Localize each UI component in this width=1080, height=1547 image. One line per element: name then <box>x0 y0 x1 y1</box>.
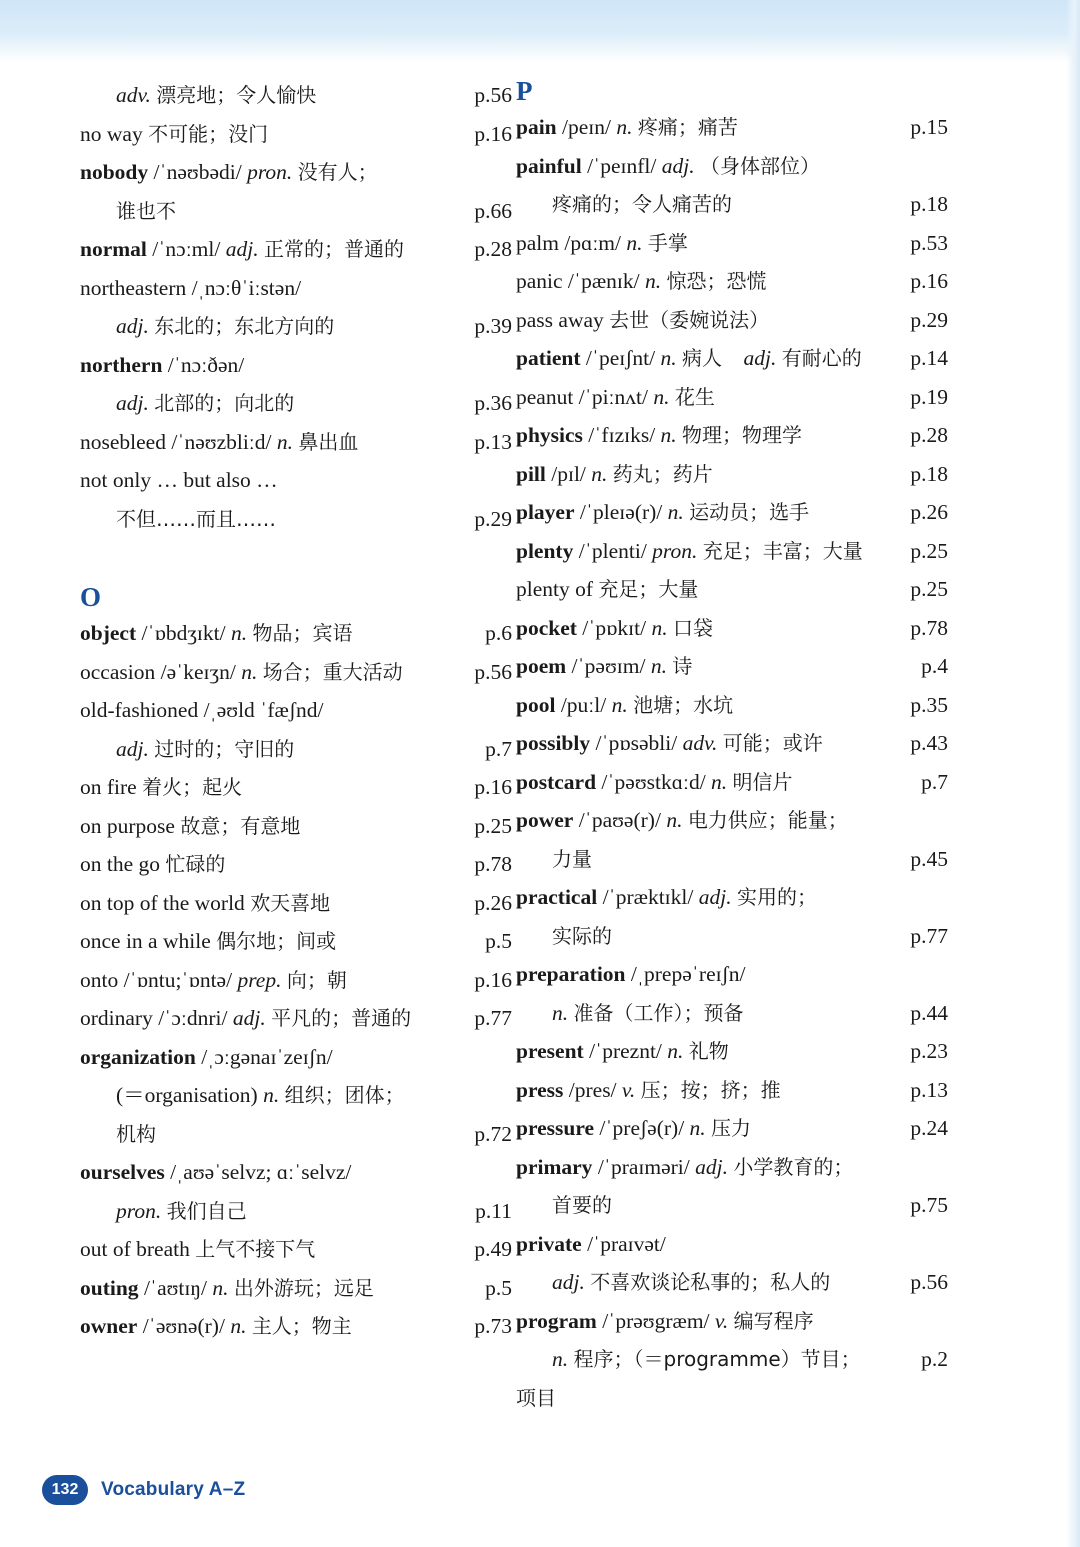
entry-page-ref: p.23 <box>910 1039 948 1063</box>
entry-text: pool /puːl/ n. 池塘；水坑 <box>516 692 734 717</box>
entry-text: primary /ˈpraɪməri/ adj. 小学教育的； <box>516 1154 854 1179</box>
entry-text: preparation /ˌprepəˈreɪʃn/ <box>516 962 746 986</box>
entry-page-ref: p.72 <box>474 1121 512 1146</box>
dictionary-entry <box>516 609 948 648</box>
entry-text: possibly /ˈpɒsəbli/ adv. 可能；或许 <box>516 731 823 755</box>
entry-text: owner /ˈəʊnə(r)/ n. 主人；物主 <box>80 1314 352 1338</box>
dictionary-entry <box>80 307 512 346</box>
dictionary-entry <box>80 1038 512 1077</box>
entry-page-ref: p.36 <box>474 391 512 415</box>
entry-text: pain /peɪn/ n. 疼痛；痛苦 <box>516 115 738 139</box>
dictionary-entry <box>516 840 948 879</box>
vocabulary-column-left <box>80 76 512 1346</box>
dictionary-entry <box>516 262 948 301</box>
entry-text: nosebleed /ˈnəʊzbliːd/ n. 鼻出血 <box>80 429 359 454</box>
dictionary-entry <box>516 1148 948 1187</box>
entry-page-ref: p.15 <box>910 115 948 139</box>
entry-text: 谁也不 <box>116 198 176 223</box>
dictionary-entry <box>516 532 948 571</box>
entry-text: adv. 漂亮地；令人愉快 <box>116 83 317 107</box>
entry-page-ref: p.2 <box>921 1347 948 1371</box>
entry-page-ref: p.43 <box>910 731 948 755</box>
entry-text: onto /ˈɒntu;ˈɒntə/ prep. 向；朝 <box>80 967 347 992</box>
entry-page-ref: p.29 <box>910 307 948 332</box>
dictionary-entry <box>80 192 512 231</box>
entry-page-ref: p.78 <box>474 852 512 876</box>
entry-page-ref: p.4 <box>921 654 948 678</box>
entry-page-ref: p.16 <box>474 775 512 799</box>
page-top-decoration <box>0 0 1080 62</box>
dictionary-entry <box>516 686 948 725</box>
entry-page-ref: p.56 <box>474 659 512 684</box>
entry-page-ref: p.16 <box>474 967 512 992</box>
entry-text: not only … but also … <box>80 468 278 492</box>
dictionary-entry <box>516 185 948 224</box>
entry-text: program /ˈprəʊgræm/ v. 编写程序 <box>516 1308 814 1333</box>
entry-page-ref: p.25 <box>474 813 512 838</box>
entry-page-ref: p.77 <box>474 1006 512 1030</box>
page-footer <box>42 1475 245 1505</box>
dictionary-entry <box>80 884 512 923</box>
dictionary-entry <box>80 115 512 154</box>
dictionary-entry <box>80 614 512 653</box>
dictionary-entry <box>80 461 512 500</box>
entry-text: no way 不可能；没门 <box>80 121 269 146</box>
dictionary-entry <box>516 147 948 186</box>
entry-text: once in a while 偶尔地；间或 <box>80 929 337 953</box>
entry-page-ref: p.29 <box>474 506 512 531</box>
dictionary-entry <box>516 1032 948 1071</box>
dictionary-entry <box>80 269 512 308</box>
entry-text: pill /pɪl/ n. 药丸；药片 <box>516 461 713 486</box>
entry-text: power /ˈpaʊə(r)/ n. 电力供应；能量； <box>516 808 848 832</box>
entry-page-ref: p.53 <box>910 230 948 255</box>
dictionary-entry <box>516 647 948 686</box>
entry-text: 实际的 <box>552 923 612 948</box>
letter-heading-o: O <box>80 582 102 612</box>
entry-text: n. 程序；（＝programme）节目；项目 <box>516 1347 861 1410</box>
entry-text: adj. 过时的；守旧的 <box>116 736 295 761</box>
dictionary-entry <box>516 1263 948 1302</box>
entry-page-ref: p.44 <box>910 1000 948 1025</box>
entry-text: press /pres/ v. 压；按；挤；推 <box>516 1077 781 1102</box>
dictionary-entry <box>516 378 948 417</box>
entry-text: ordinary /ˈɔːdnri/ adj. 平凡的；普通的 <box>80 1006 412 1030</box>
entry-page-ref: p.5 <box>485 1275 512 1300</box>
entry-page-ref: p.13 <box>474 429 512 454</box>
entry-page-ref: p.39 <box>474 314 512 338</box>
entry-text: 首要的 <box>552 1193 612 1217</box>
entry-text: n. 准备（工作）；预备 <box>552 1000 744 1025</box>
entry-page-ref: p.6 <box>485 621 512 645</box>
dictionary-entry <box>80 807 512 846</box>
dictionary-entry <box>80 1076 512 1115</box>
entry-text: poem /ˈpəʊɪm/ n. 诗 <box>516 654 693 678</box>
entry-page-ref: p.56 <box>910 1270 948 1294</box>
dictionary-entry <box>80 1115 512 1154</box>
dictionary-entry <box>516 1225 948 1264</box>
entry-text: peanut /ˈpiːnʌt/ n. 花生 <box>516 384 715 409</box>
entry-text: on fire 着火；起火 <box>80 775 243 799</box>
entry-page-ref: p.49 <box>474 1237 512 1261</box>
entry-text: normal /ˈnɔːml/ adj. 正常的；普通的 <box>80 237 404 261</box>
dictionary-entry <box>516 1340 948 1417</box>
dictionary-entry <box>516 994 948 1033</box>
dictionary-entry <box>80 76 512 115</box>
dictionary-entry <box>80 1153 512 1192</box>
entry-text: present /ˈpreznt/ n. 礼物 <box>516 1039 729 1063</box>
dictionary-entry <box>516 724 948 763</box>
dictionary-entry <box>516 1302 948 1341</box>
dictionary-entry <box>516 416 948 455</box>
entry-text: on the go 忙碌的 <box>80 852 226 876</box>
entry-text: panic /ˈpænɪk/ n. 惊恐；恐慌 <box>516 269 767 293</box>
entry-page-ref: p.35 <box>910 692 948 717</box>
entry-page-ref: p.26 <box>474 890 512 915</box>
entry-page-ref: p.5 <box>485 929 512 953</box>
dictionary-entry <box>80 653 512 692</box>
entry-text: palm /pɑːm/ n. 手掌 <box>516 230 688 255</box>
dictionary-entry <box>516 455 948 494</box>
entry-page-ref: p.16 <box>910 269 948 293</box>
entry-text: painful /ˈpeɪnfl/ adj. （身体部位） <box>516 153 820 178</box>
entry-text: nobody /ˈnəʊbədi/ pron. 没有人； <box>80 160 378 184</box>
entry-page-ref: p.45 <box>910 846 948 871</box>
dictionary-entry <box>80 961 512 1000</box>
dictionary-entry <box>80 999 512 1038</box>
entry-text: on purpose 故意；有意地 <box>80 813 301 838</box>
dictionary-entry <box>80 691 512 730</box>
dictionary-entry <box>80 730 512 769</box>
entry-page-ref: p.7 <box>485 736 512 761</box>
entry-page-ref: p.19 <box>910 384 948 409</box>
entry-text: practical /ˈpræktɪkl/ adj. 实用的； <box>516 885 817 909</box>
dictionary-entry <box>516 763 948 802</box>
entry-text: out of breath 上气不接下气 <box>80 1237 316 1261</box>
entry-page-ref: p.77 <box>910 923 948 948</box>
entry-text: (＝organisation) n. 组织；团体； <box>116 1083 405 1107</box>
entry-page-ref: p.73 <box>474 1314 512 1338</box>
entry-text: 不但……而且…… <box>116 506 276 531</box>
entry-page-ref: p.56 <box>474 83 512 107</box>
entry-text: pocket /ˈpɒkɪt/ n. 口袋 <box>516 615 713 640</box>
entry-text: adj. 不喜欢谈论私事的；私人的 <box>552 1270 831 1294</box>
entry-page-ref: p.25 <box>910 538 948 563</box>
dictionary-entry <box>516 224 948 263</box>
entry-page-ref: p.75 <box>910 1193 948 1217</box>
entry-text: physics /ˈfɪzɪks/ n. 物理；物理学 <box>516 423 803 447</box>
entry-page-ref: p.66 <box>474 198 512 223</box>
dictionary-entry <box>516 108 948 147</box>
dictionary-entry <box>516 878 948 917</box>
dictionary-entry <box>80 1230 512 1269</box>
entry-page-ref: p.14 <box>910 346 948 370</box>
entry-text: plenty /ˈplenti/ pron. 充足；丰富；大量 <box>516 538 863 563</box>
entry-text: 机构 <box>116 1121 156 1146</box>
dictionary-entry <box>80 1192 512 1231</box>
entry-page-ref: p.28 <box>474 237 512 261</box>
dictionary-entry <box>516 301 948 340</box>
dictionary-entry <box>80 1307 512 1346</box>
entry-text: on top of the world 欢天喜地 <box>80 890 331 915</box>
entry-text: private /ˈpraɪvət/ <box>516 1231 666 1256</box>
dictionary-entry <box>80 423 512 462</box>
dictionary-entry <box>80 768 512 807</box>
dictionary-entry <box>516 570 948 609</box>
dictionary-entry <box>516 1109 948 1148</box>
footer-title: Vocabulary A–Z <box>101 1479 246 1500</box>
dictionary-entry <box>80 346 512 385</box>
entry-text: object /ˈɒbdʒɪkt/ n. 物品；宾语 <box>80 621 353 645</box>
entry-text: outing /ˈaʊtɪŋ/ n. 出外游玩；远足 <box>80 1275 374 1300</box>
entry-text: pron. 我们自己 <box>116 1198 247 1223</box>
dictionary-entry <box>516 1071 948 1110</box>
dictionary-entry <box>80 153 512 192</box>
vocabulary-column-right <box>516 76 948 1417</box>
dictionary-entry <box>516 801 948 840</box>
entry-page-ref: p.7 <box>921 769 948 794</box>
entry-page-ref: p.11 <box>475 1198 512 1223</box>
entry-page-ref: p.18 <box>910 461 948 486</box>
dictionary-entry <box>516 955 948 994</box>
entry-text: adj. 北部的；向北的 <box>116 391 295 415</box>
entry-text: 疼痛的；令人痛苦的 <box>552 192 732 216</box>
entry-text: northern /ˈnɔːðən/ <box>80 352 245 377</box>
entry-text: plenty of 充足；大量 <box>516 577 699 601</box>
dictionary-entry <box>80 1269 512 1308</box>
entry-text: pressure /ˈpreʃə(r)/ n. 压力 <box>516 1116 752 1140</box>
entry-page-ref: p.26 <box>910 500 948 524</box>
dictionary-entry <box>80 384 512 423</box>
entry-text: pass away 去世（委婉说法） <box>516 307 770 332</box>
vocabulary-page <box>0 76 1080 1416</box>
entry-text: organization /ˌɔːgənaɪˈzeɪʃn/ <box>80 1044 333 1069</box>
letter-heading-p: P <box>516 76 533 106</box>
entry-text: patient /ˈpeɪʃnt/ n. 病人 adj. 有耐心的 <box>516 346 862 370</box>
entry-page-ref: p.18 <box>910 192 948 216</box>
entry-page-ref: p.25 <box>910 577 948 601</box>
entry-page-ref: p.16 <box>474 121 512 146</box>
entry-text: 力量 <box>552 846 592 871</box>
dictionary-entry <box>516 493 948 532</box>
entry-text: postcard /ˈpəʊstkɑːd/ n. 明信片 <box>516 769 793 794</box>
page-number: 132 <box>42 1475 88 1505</box>
entry-text: player /ˈpleɪə(r)/ n. 运动员；选手 <box>516 500 810 524</box>
dictionary-entry <box>516 1186 948 1225</box>
entry-text: old-fashioned /ˌəʊld ˈfæʃnd/ <box>80 698 324 722</box>
entry-page-ref: p.13 <box>910 1077 948 1102</box>
dictionary-entry <box>80 230 512 269</box>
dictionary-entry <box>516 339 948 378</box>
dictionary-entry <box>80 500 512 539</box>
dictionary-entry <box>80 922 512 961</box>
entry-text: ourselves /ˌaʊəˈselvz; ɑːˈselvz/ <box>80 1160 352 1184</box>
entry-text: northeastern /ˌnɔːθˈiːstən/ <box>80 275 302 300</box>
entry-text: occasion /əˈkeɪʒn/ n. 场合；重大活动 <box>80 659 403 684</box>
entry-text: adj. 东北的；东北方向的 <box>116 314 335 338</box>
entry-page-ref: p.28 <box>910 423 948 447</box>
dictionary-entry <box>80 845 512 884</box>
entry-page-ref: p.24 <box>910 1116 948 1140</box>
entry-page-ref: p.78 <box>910 615 948 640</box>
dictionary-entry <box>516 917 948 956</box>
